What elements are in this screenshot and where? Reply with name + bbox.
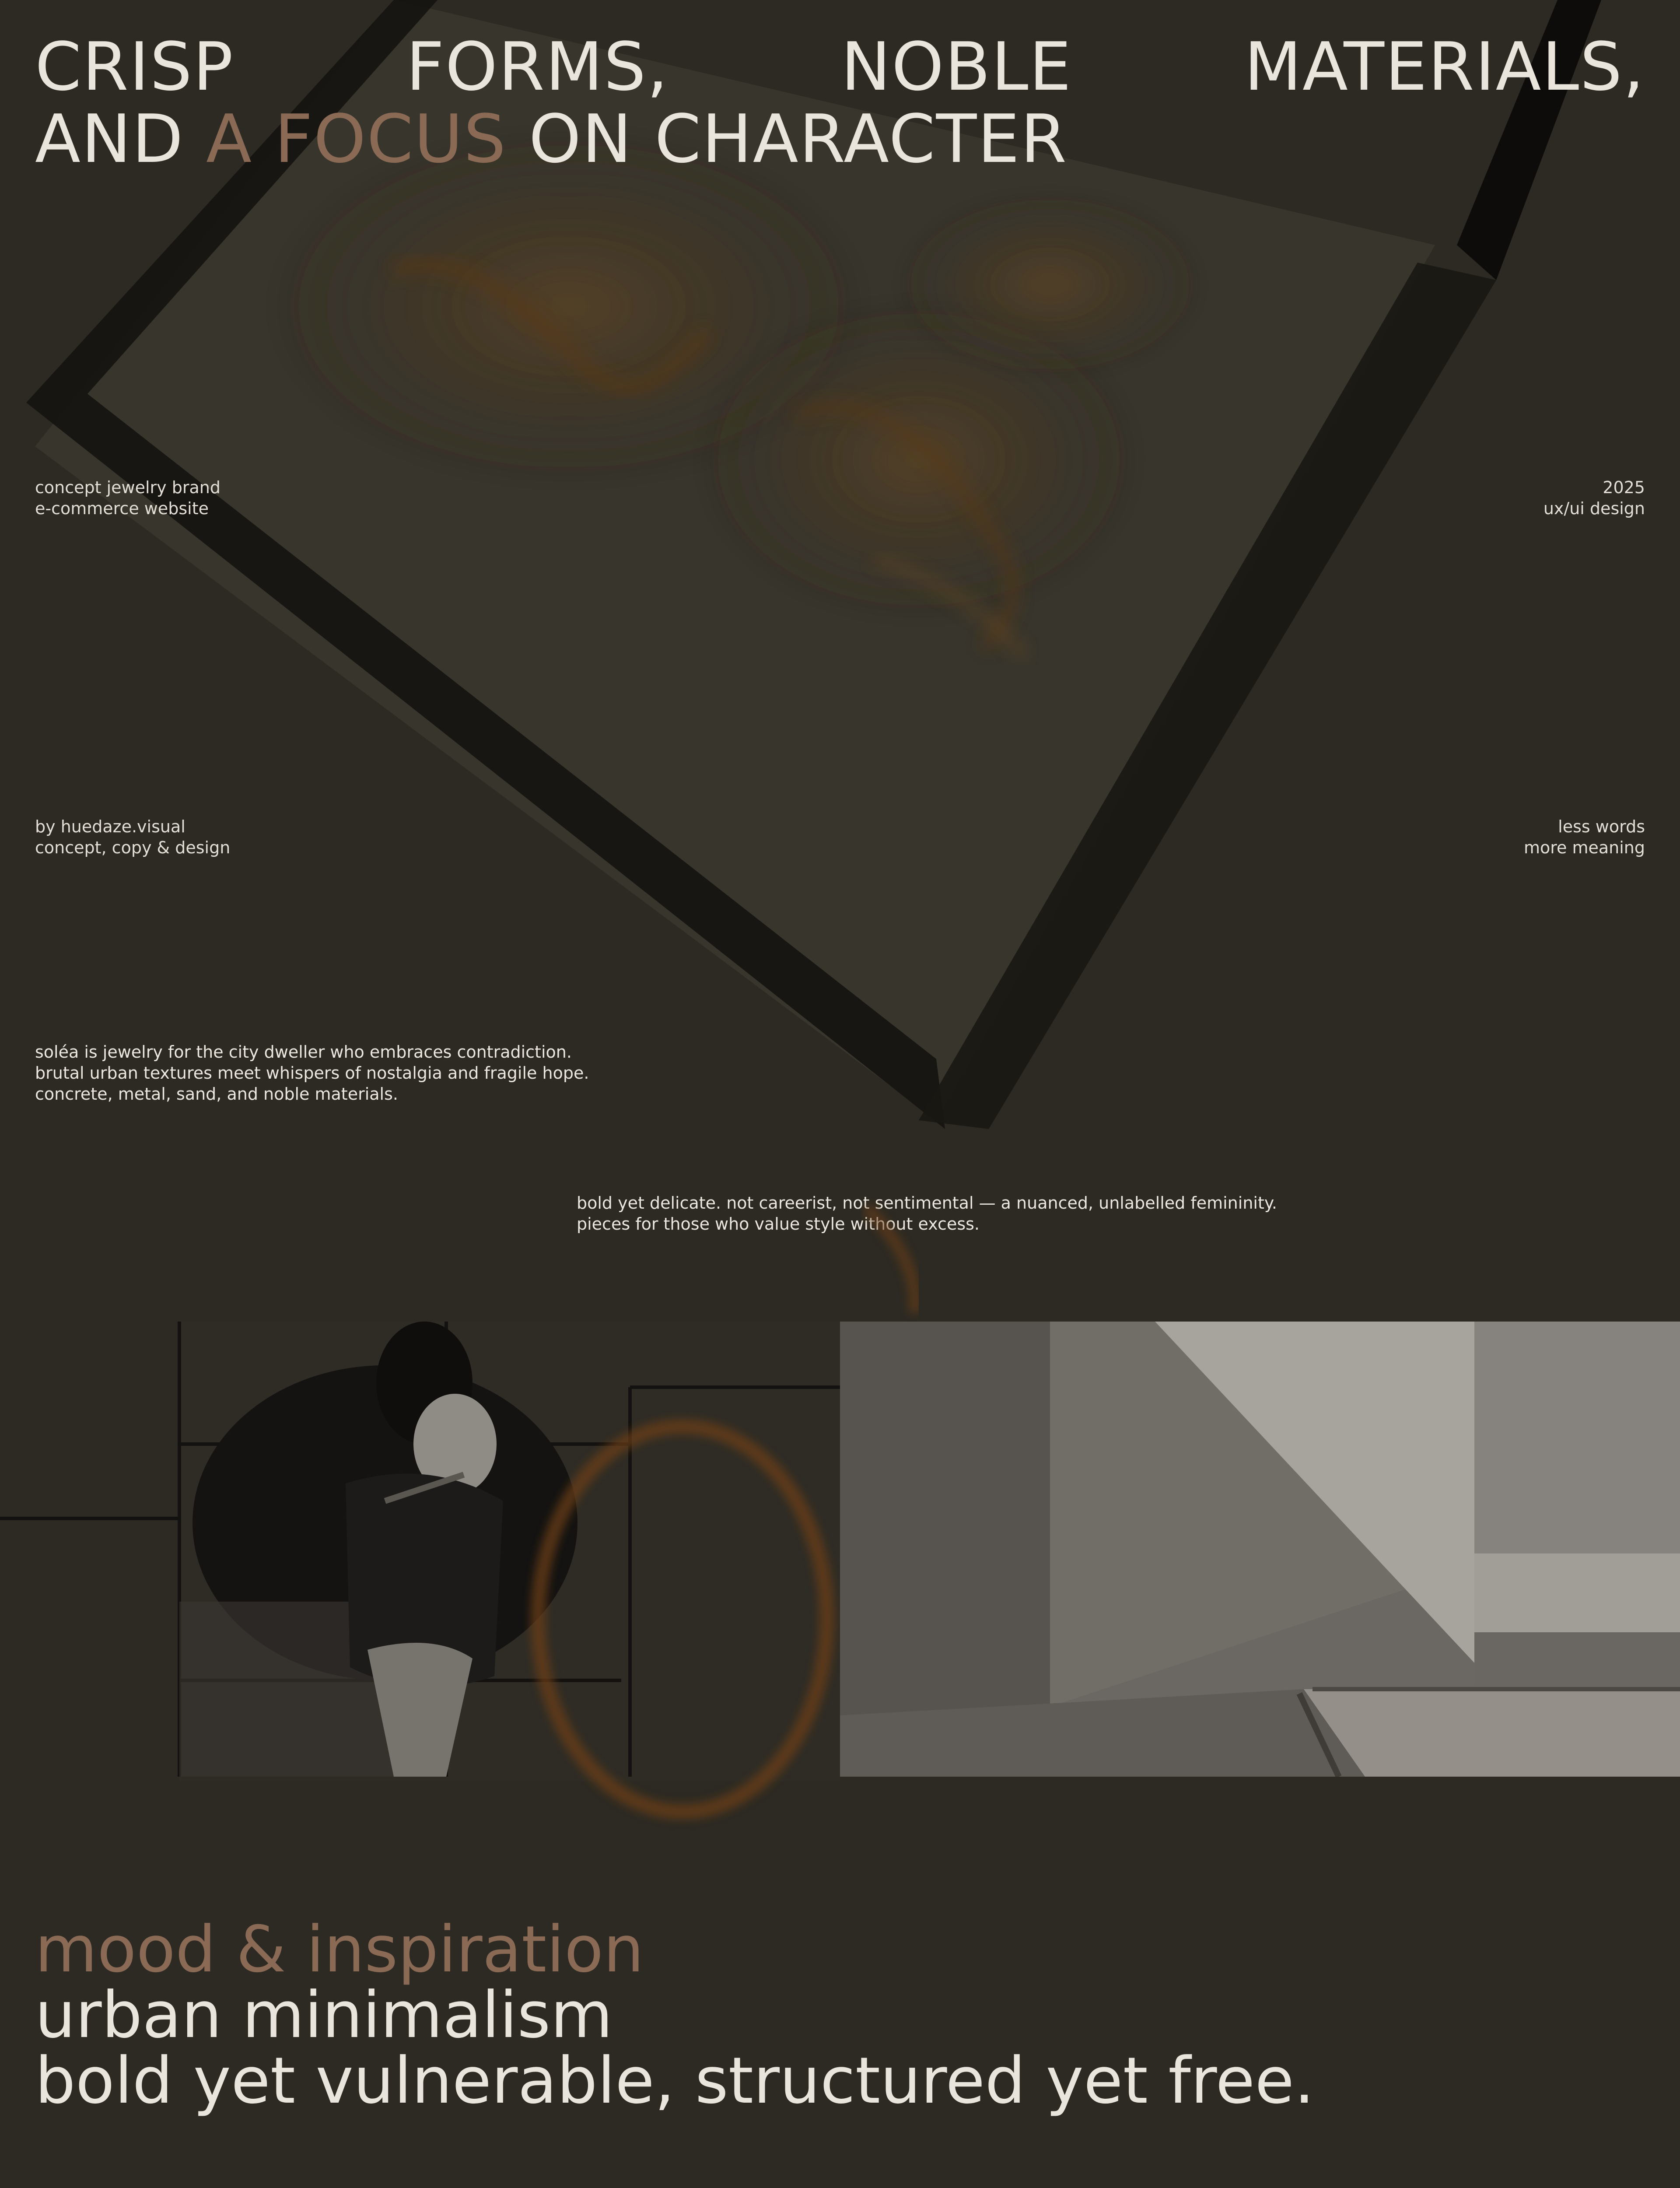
headline-text: ON CHARACTER [507,100,1068,178]
mood-section [35,1912,1315,2118]
brand-intro [35,1041,589,1105]
intro-line: concrete, metal, sand, and noble materials. [35,1084,398,1104]
project-motto [1524,816,1645,858]
project-author [35,816,230,858]
headline-word: FORMS, [406,28,669,105]
intro-line: soléa is jewelry for the city dweller who embraces contradiction. [35,1042,572,1062]
headline-accent: A FOCUS [206,100,507,178]
meta-line: 2025 [1603,478,1645,497]
tagline-line: pieces for those who value style without excess. [577,1214,980,1234]
project-type [35,477,220,519]
headline-word: CRISP [35,28,234,105]
architecture-photo [840,1322,1680,1777]
mood-line: bold yet vulnerable, structured yet free. [35,2044,1315,2118]
headline-word: NOBLE [841,28,1072,105]
tagline-line: bold yet delicate. not careerist, not sentimental — a nuanced, unlabelled femininity. [577,1193,1278,1213]
project-year [1544,477,1645,519]
meta-line: concept jewelry brand [35,478,220,497]
headline-text: AND [35,100,206,178]
meta-line: by huedaze.visual [35,817,186,836]
headline-line-2 [35,100,1645,178]
headline-word: MATERIALS, [1244,28,1645,105]
meta-line: ux/ui design [1543,499,1645,518]
mood-label: mood & inspiration [35,1912,644,1987]
meta-line: less words [1558,817,1645,836]
intro-line: brutal urban textures meet whispers of nostalgia and fragile hope. [35,1063,589,1083]
page-headline [35,28,1645,178]
meta-line: more meaning [1523,838,1645,857]
meta-line: e-commerce website [35,499,209,518]
mood-line: urban minimalism [35,1978,613,2052]
headline-line-1 [35,28,1645,105]
meta-line: concept, copy & design [35,838,231,857]
